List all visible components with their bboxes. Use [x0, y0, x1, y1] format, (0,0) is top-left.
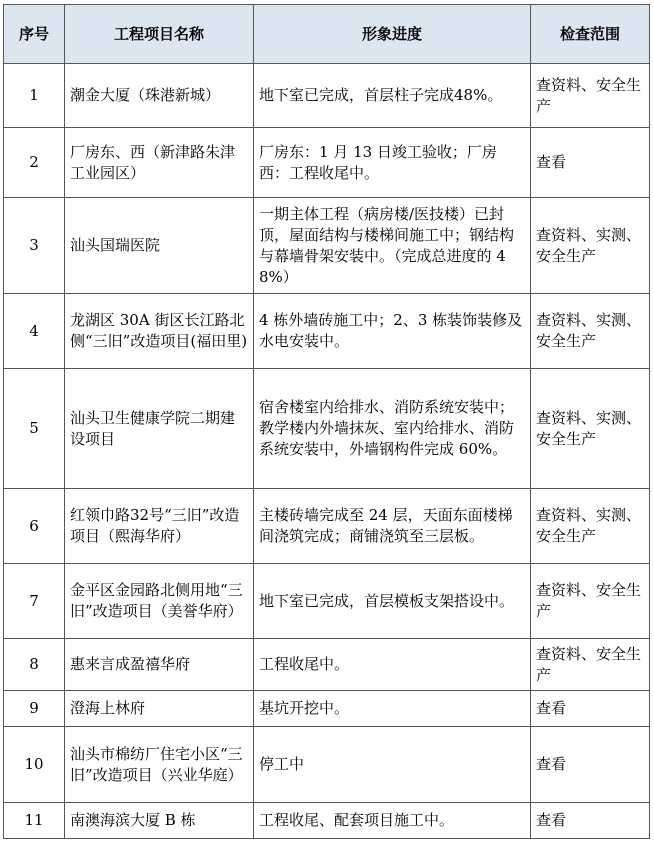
cell-inspection-scope: 查资料、安全生产: [531, 64, 650, 128]
cell-project-name: 汕头市棉纺厂住宅小区“三旧”改造项目（兴业华庭）: [65, 727, 254, 803]
table-row: [4, 198, 650, 294]
cell-serial-number: 5: [4, 369, 65, 489]
cell-progress: 宿舍楼室内给排水、消防系统安装中；教学楼内外墙抹灰、室内给排水、消防系统安装中，外墙钢构件完成 60%。: [254, 369, 531, 489]
cell-project-name: 汕头卫生健康学院二期建设项目: [65, 369, 254, 489]
cell-progress: 工程收尾、配套项目施工中。: [254, 803, 531, 839]
cell-progress: 地下室已完成，首层模板支架搭设中。: [254, 564, 531, 639]
cell-inspection-scope: 查看: [531, 691, 650, 727]
table-row: [4, 691, 650, 727]
cell-project-name: 金平区金园路北侧用地“三旧”改造项目（美誉华府）: [65, 564, 254, 639]
header-project-name: 工程项目名称: [65, 5, 254, 64]
cell-serial-number: 2: [4, 128, 65, 198]
cell-progress: 停工中: [254, 727, 531, 803]
table-row: [4, 294, 650, 369]
cell-project-name: 南澳海滨大厦 B 栋: [65, 803, 254, 839]
cell-progress: 基坑开挖中。: [254, 691, 531, 727]
table-header: [4, 5, 650, 64]
cell-inspection-scope: 查看: [531, 727, 650, 803]
cell-inspection-scope: 查资料、实测、安全生产: [531, 489, 650, 564]
header-progress: 形象进度: [254, 5, 531, 64]
cell-serial-number: 7: [4, 564, 65, 639]
table-body: [4, 64, 650, 839]
cell-progress: 主楼砖墙完成至 24 层，天面东面楼梯间浇筑完成；商铺浇筑至三层板。: [254, 489, 531, 564]
cell-progress: 厂房东：1 月 13 日竣工验收；厂房西：工程收尾中。: [254, 128, 531, 198]
header-serial-number: 序号: [4, 5, 65, 64]
table-row: [4, 489, 650, 564]
cell-inspection-scope: 查资料、安全生产: [531, 564, 650, 639]
cell-inspection-scope: 查资料、安全生产: [531, 639, 650, 691]
table-row: [4, 64, 650, 128]
cell-project-name: 龙湖区 30A 街区长江路北侧“三旧”改造项目(福田里): [65, 294, 254, 369]
table-row: [4, 369, 650, 489]
cell-inspection-scope: 查资料、实测、安全生产: [531, 294, 650, 369]
cell-serial-number: 11: [4, 803, 65, 839]
cell-project-name: 红领巾路32号“三旧”改造项目（熙海华府）: [65, 489, 254, 564]
cell-inspection-scope: 查资料、实测、安全生产: [531, 198, 650, 294]
cell-inspection-scope: 查看: [531, 128, 650, 198]
cell-serial-number: 1: [4, 64, 65, 128]
cell-project-name: 惠来言成盈禧华府: [65, 639, 254, 691]
table-row: [4, 564, 650, 639]
header-inspection-scope: 检查范围: [531, 5, 650, 64]
cell-progress: 一期主体工程（病房楼/医技楼）已封顶，屋面结构与楼梯间施工中；钢结构与幕墙骨架安装中。（完成总进度的 48%）: [254, 198, 531, 294]
cell-serial-number: 3: [4, 198, 65, 294]
table-row: [4, 128, 650, 198]
cell-project-name: 潮金大厦（珠港新城）: [65, 64, 254, 128]
cell-project-name: 汕头国瑞医院: [65, 198, 254, 294]
cell-serial-number: 6: [4, 489, 65, 564]
table-row: [4, 727, 650, 803]
cell-progress: 工程收尾中。: [254, 639, 531, 691]
cell-serial-number: 10: [4, 727, 65, 803]
cell-project-name: 澄海上林府: [65, 691, 254, 727]
table-row: [4, 639, 650, 691]
cell-inspection-scope: 查资料、实测、安全生产: [531, 369, 650, 489]
cell-serial-number: 4: [4, 294, 65, 369]
cell-serial-number: 9: [4, 691, 65, 727]
cell-progress: 地下室已完成，首层柱子完成48%。: [254, 64, 531, 128]
cell-project-name: 厂房东、西（新津路朱津工业园区）: [65, 128, 254, 198]
cell-inspection-scope: 查看: [531, 803, 650, 839]
cell-serial-number: 8: [4, 639, 65, 691]
header-row: [4, 5, 650, 64]
project-progress-table: [3, 4, 650, 839]
cell-progress: 4 栋外墙砖施工中；2、3 栋装饰装修及水电安装中。: [254, 294, 531, 369]
table-row: [4, 803, 650, 839]
